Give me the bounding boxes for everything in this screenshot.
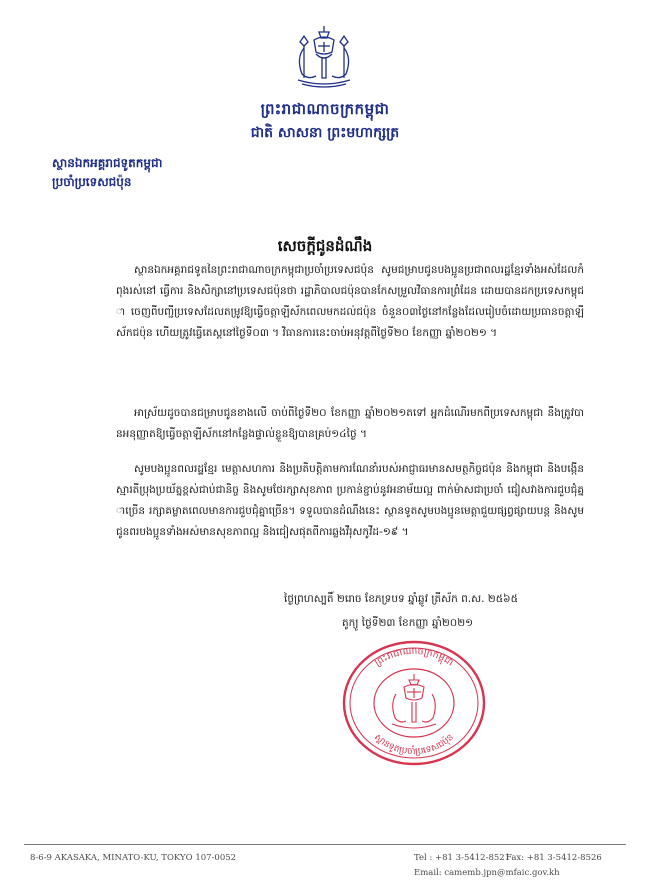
footer-divider xyxy=(24,844,626,845)
embassy-location: ប្រចាំប្រទេសជប៉ុន xyxy=(52,175,132,189)
seal-text-top: ព្រះរាជាណាចក្រកម្ពុជា xyxy=(372,645,456,669)
document-title: សេចក្ដីជូនដំណឹង xyxy=(277,237,373,255)
place-date: តូក្យូ ថ្ងៃទី២៣ ខែកញ្ញា ឆ្នាំ២០២១ xyxy=(342,617,474,629)
royal-coat-of-arms-icon xyxy=(286,22,362,92)
embassy-name: ស្ថានឯកអគ្គរាជទូតកម្ពុជា xyxy=(52,156,163,170)
footer-address: 8-6-9 AKASAKA, MINATO-KU, TOKYO 107-0052 xyxy=(30,853,237,863)
lunar-date: ថ្ងៃព្រហស្បតិ៍ ២រោច ខែភទ្របទ ឆ្នាំឆ្លូវ ត្រីស័ក ព.ស. ២៥៦៥ xyxy=(284,593,519,605)
kingdom-header: ព្រះរាជាណាចក្រកម្ពុជា xyxy=(260,100,390,118)
national-motto: ជាតិ សាសនា ព្រះមហាក្សត្រ xyxy=(250,125,400,141)
footer-email: Email: camemb.jpn@mfaic.gov.kh xyxy=(414,868,560,878)
svg-text:ព្រះរាជាណាចក្រកម្ពុជា xyxy=(373,646,455,669)
footer-fax: Fax: +81 3-5412-8526 xyxy=(506,853,602,863)
official-seal-icon xyxy=(340,638,488,768)
footer-telephone: Tel : +81 3-5412-8521 xyxy=(414,853,511,863)
paragraph-3: សូមបងប្អូនពលរដ្ឋខ្មែរ មេត្តាសហការ និងប្រតិបត្តិតាមការណែនាំរបស់អាជ្ញាធរមានសមត្ថកិច្ចជប៉ុន និងកម្ពុជា និងបង្កើនស្មារតីប្រុងប្រយ័ត្នខ្ពស់ជាប់ជានិច្ច និងសូមថែរក្សាសុខភាព ប្រកាន់ខ្ជាប់នូវអនាម័យល្អ ពាក់ម៉ាសជាប្រចាំ ជៀសវាងការជួបជុំគ្នាច្រើន រក្សាគម្លាតពេលមានការជួបជុំគ្នាច្រើន។ ទទួលបានដំណឹងនេះ ស្ថានទូតសូមបងប្អូនមេត្តាជួយផ្សព្វផ្សាយបន្ត និងសូមជូនពរបងប្អូនទាំងអស់មានសុខភាពល្អ និងជៀសផុតពីការឆ្លងវីរុសកូវីដ-១៩ ។ xyxy=(116,463,584,538)
svg-text:ស្ថានទូតប្រចាំប្រទេសជប៉ុន xyxy=(372,732,456,757)
paragraph-1: ស្ថានឯកអគ្គរាជទូតនៃព្រះរាជាណាចក្រកម្ពុជាប្រចាំប្រទេសជប៉ុន សូមជម្រាបជូនបងប្អូនប្រជាពលរដ្ឋខ្មែរទាំងអស់ដែលកំពុងរស់នៅ ធ្វើការ និងសិក្សានៅប្រទេសជប៉ុនថា រដ្ឋាភិបាលជប៉ុនបានកែសម្រួលវិធានការព្រំដែន ដោយបានដកប្រទេសកម្ពុជា ចេញពីបញ្ជីប្រទេសដែលតម្រូវឱ្យធ្វើចត្តាឡីស័កពេលមកដល់ជប៉ុន ចំនួន០៣ថ្ងៃនៅកន្លែងដែលរៀបចំដោយប្រធានចត្តាឡីស័កជប៉ុន ហើយត្រូវធ្វើតេស្តនៅថ្ងៃទី០៣ ។ វិធានការនេះចាប់អនុវត្តពីថ្ងៃទី២០ ខែកញ្ញា ឆ្នាំ២០២១ ។ xyxy=(116,264,584,339)
paragraph-2: អាស្រ័យដូចបានជម្រាបជូនខាងលើ ចាប់ពីថ្ងៃទី២០ ខែកញ្ញា ឆ្នាំ២០២១តទៅ អ្នកដំណើរមកពីប្រទេសកម្ពុជា នឹងត្រូវបានអនុញ្ញាតឱ្យធ្វើចត្តាឡីស័កនៅកន្លែងផ្ទាល់ខ្លួនឱ្យបានគ្រប់១៤ថ្ងៃ ។ xyxy=(116,407,584,440)
seal-text-bottom: ស្ថានទូតប្រចាំប្រទេសជប៉ុន xyxy=(372,732,456,758)
